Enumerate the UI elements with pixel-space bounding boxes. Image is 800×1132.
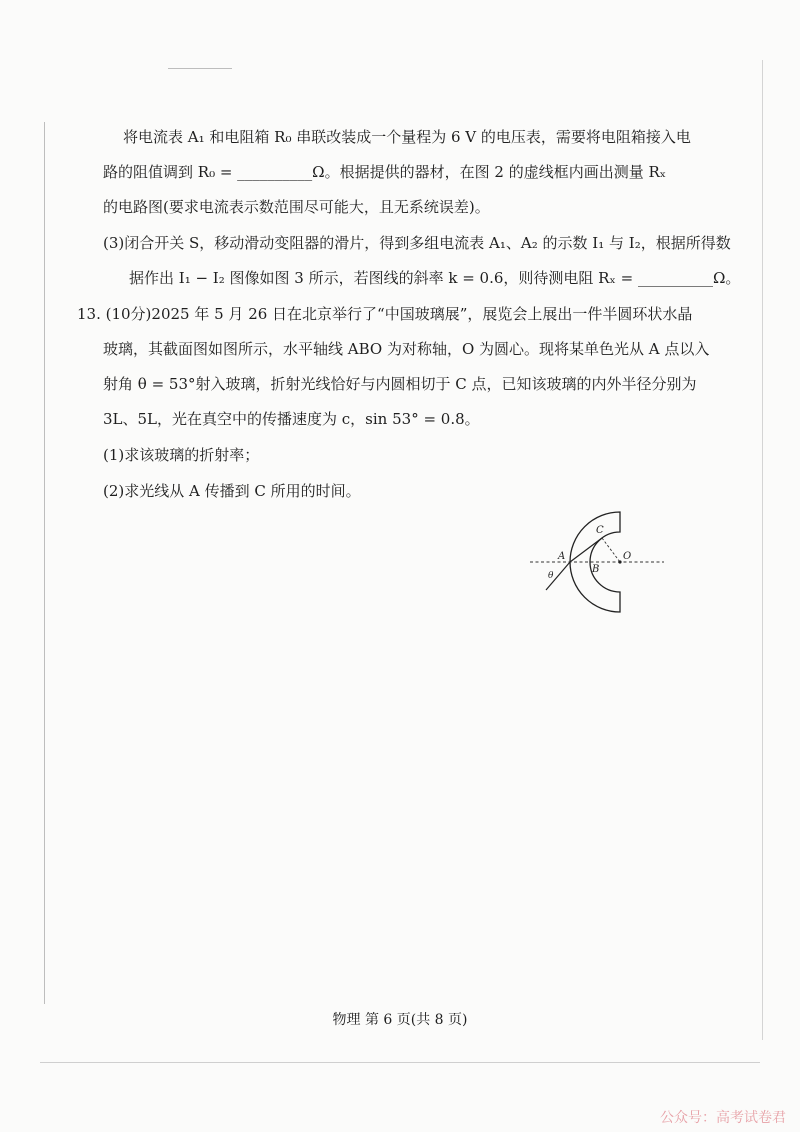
label-O: O xyxy=(623,551,632,562)
text-line-4: (3)闭合开关 S，移动滑动变阻器的滑片，得到多组电流表 A₁、A₂ 的示数 I₁ 与 I₂，根据所得数 xyxy=(103,234,731,252)
radius-oc xyxy=(602,538,620,562)
text-line-3: 的电路图(要求电流表示数范围尽可能大，且无系统误差)。 xyxy=(103,198,490,216)
question-13-line-3: 射角 θ = 53°射入玻璃，折射光线恰好与内圆相切于 C 点，已知该玻璃的内外半径分别为 xyxy=(103,375,697,393)
text-line-5: 据作出 I₁ − I₂ 图像如图 3 所示，若图线的斜率 k = 0.6，则待测电阻 Rₓ = __________Ω。 xyxy=(129,269,741,287)
left-margin-line xyxy=(44,122,45,1004)
label-C: C xyxy=(596,525,604,536)
page-footer: 物理 第 6 页(共 8 页) xyxy=(332,1012,468,1028)
top-rule xyxy=(168,68,232,69)
sub-question-2: (2)求光线从 A 传播到 C 所用的时间。 xyxy=(103,482,361,500)
right-edge-line xyxy=(762,60,763,1040)
label-A: A xyxy=(558,551,566,562)
label-B: B xyxy=(592,564,600,575)
glass-cross-section-figure xyxy=(526,506,666,630)
watermark: 公众号：高考试卷君 xyxy=(660,1110,786,1126)
question-13-line-4: 3L、5L，光在真空中的传播速度为 c，sin 53° = 0.8。 xyxy=(103,410,480,428)
center-point xyxy=(618,560,621,563)
sub-question-1: (1)求该玻璃的折射率； xyxy=(103,446,260,464)
text-line-2: 路的阻值调到 R₀ = __________Ω。根据提供的器材，在图 2 的虚线框内画出测量 Rₓ xyxy=(103,163,667,181)
question-13-line-2: 玻璃，其截面图如图所示，水平轴线 ABO 为对称轴，O 为圆心。现将某单色光从 A 点以入 xyxy=(103,340,710,358)
bottom-rule xyxy=(40,1062,760,1063)
question-13-line-1: 13. (10分)2025 年 5 月 26 日在北京举行了“中国玻璃展”，展览会上展出一件半圆环状水晶 xyxy=(77,305,693,323)
label-theta: θ xyxy=(548,571,554,581)
text-line-1: 将电流表 A₁ 和电阻箱 R₀ 串联改装成一个量程为 6 V 的电压表，需要将电阻箱接入电 xyxy=(123,128,691,146)
